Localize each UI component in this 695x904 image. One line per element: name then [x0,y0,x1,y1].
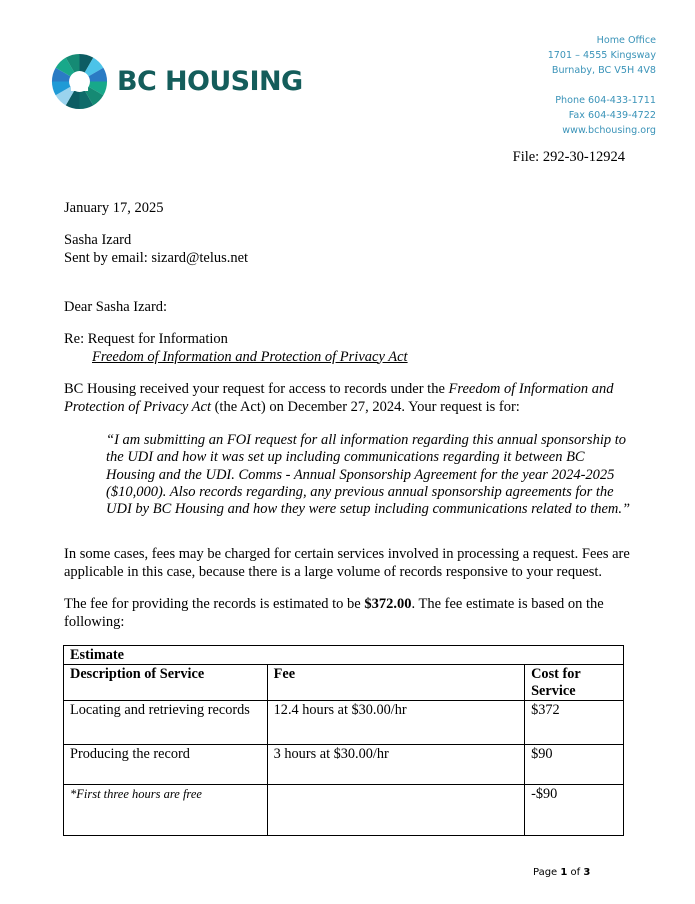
fax-number: Fax 604-439-4722 [568,110,656,121]
subject-act: Freedom of Information and Protection of Privacy Act [92,348,408,365]
fee-estimate-table [63,645,624,836]
salutation: Dear Sasha Izard: [64,299,168,315]
page-label: Page [533,867,561,878]
row-fee [267,785,524,836]
recipient-name: Sasha Izard [64,232,132,248]
table-header-row [64,665,624,701]
row-fee: 3 hours at $30.00/hr [267,745,524,785]
recipient-email[interactable]: sizard@telus.net [151,249,249,266]
address-line-3: Burnaby, BC V5H 4V8 [551,65,656,76]
file-number: File: 292-30-12924 [512,149,625,165]
bc-housing-logo [51,53,303,110]
office-address [548,33,656,138]
para1-text-end: (the Act) on December 27, 2024. Your request is for: [210,398,520,415]
row-description: Producing the record [64,745,268,785]
row-description: Locating and retrieving records [64,701,268,745]
row-description: *First three hours are free [64,785,268,836]
paragraph-fee-estimate [64,596,634,631]
page-current: 1 [560,867,568,878]
table-title-row [64,646,624,665]
row-cost: $372 [525,701,624,745]
para3-text-end: . The fee estimate is based on the following: [64,596,604,630]
table-title: Estimate [64,646,624,665]
header-cost: Cost for Service [525,665,624,701]
sent-by-label: Sent by email: [64,249,152,266]
page-number [533,867,590,878]
table-row [64,785,624,836]
paragraph-fees-applicable: In some cases, fees may be charged for certain services involved in processing a request. Fees are applicable in this case, because there is a large volume of records responsive to your request. [64,546,630,580]
page-of: of [567,867,584,878]
address-line-1: Home Office [596,35,656,46]
row-cost: -$90 [525,785,624,836]
letter-date: January 17, 2025 [64,200,164,216]
org-name: BC HOUSING [117,66,303,97]
table-row [64,745,624,785]
table-row [64,701,624,745]
bc-housing-emblem-icon [51,53,108,110]
header-fee: Fee [267,665,524,701]
request-quote: “I am submitting an FOI request for all information regarding this annual sponsorship to the UDI and how it was set up including communications regarding it between BC Housing and the UDI. Comms - Annual Sponsorship Agreement for the year 2024-2025 ($10,000). Also records regarding, any previous annual sponsorship agreements for the UDI by BC Housing and how they were setup including communications related to them.” [106,432,631,518]
subject-label: Re: Request for Information [64,331,228,347]
para1-act-title: Freedom of Information and Protection of Privacy Act [64,381,614,415]
paragraph-request-received [64,381,629,416]
para1-text: BC Housing received your request for access to records under the [64,381,449,397]
header-description: Description of Service [64,665,268,701]
phone-number: Phone 604-433-1711 [555,95,656,106]
fee-amount: $372.00 [364,596,412,612]
para3-text: The fee for providing the records is estimated to be [64,596,365,612]
row-cost: $90 [525,745,624,785]
row-fee: 12.4 hours at $30.00/hr [267,701,524,745]
subject-line [64,331,408,366]
website-link[interactable]: www.bchousing.org [562,125,656,136]
address-line-2: 1701 – 4555 Kingsway [547,50,656,61]
recipient-block [64,232,248,267]
recipient-email-line [64,250,248,268]
page-total: 3 [583,867,591,878]
